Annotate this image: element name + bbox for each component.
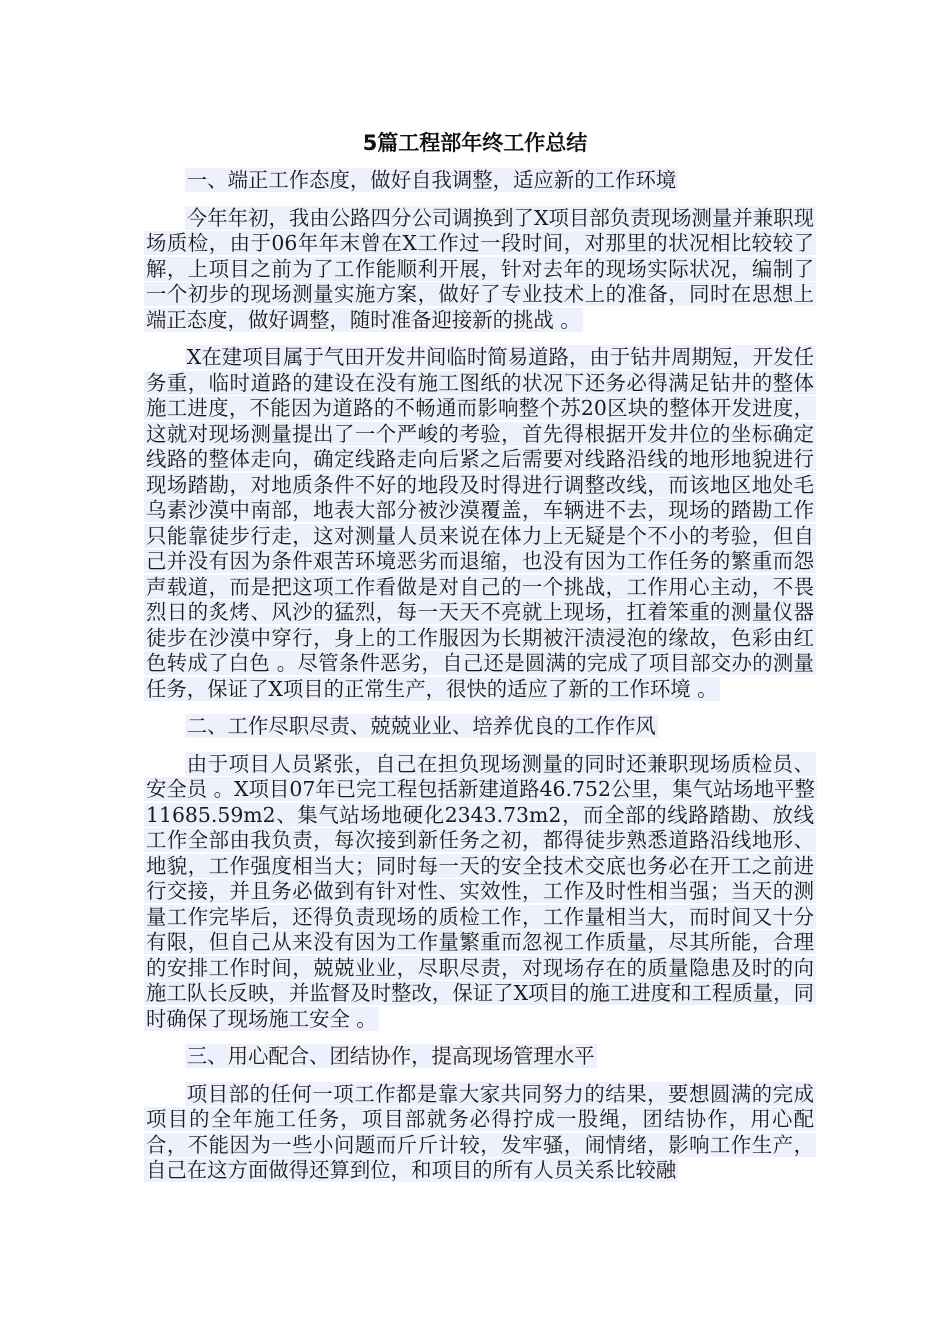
- section-2-paragraph-1: [144, 752, 816, 1033]
- section-1-paragraph-1-text: 今年年初，我由公路四分公司调换到了X项目部负责现场测量并兼职现场质检，由于06年年末曾在X工作过一段时间，对那里的状况相比较较了解，上项目之前为了工作能顺利开展，针对去年的现场实际状况，编制了一个初步的现场测量实施方案，做好了专业技术上的准备，同时在思想上端正态度，做好调整，随时准备迎接新的挑战 。: [146, 205, 814, 332]
- section-1-paragraph-2: [144, 345, 816, 702]
- document-title: 5篇工程部年终工作总结: [362, 131, 588, 155]
- section-2-heading: [144, 714, 816, 740]
- section-3-heading-text: 三、用心配合、团结协作，提高现场管理水平: [186, 1044, 595, 1068]
- section-2-heading-text: 二、工作尽职尽责、兢兢业业、培养优良的工作作风: [186, 714, 656, 738]
- section-3-paragraph-1-text: 项目部的任何一项工作都是靠大家共同努力的结果，要想圆满的完成项目的全年施工任务，项目部就务必得拧成一股绳，团结协作，用心配合，不能因为一些小问题而斤斤计较，发牢骚，闹情绪，影响工作生产，自己在这方面做得还算到位，和项目的所有人员关系比较融: [146, 1081, 814, 1182]
- section-3-paragraph-1: [144, 1082, 816, 1184]
- section-1-heading: [144, 168, 816, 194]
- section-1-paragraph-1: [144, 206, 816, 334]
- section-3-heading: [144, 1044, 816, 1070]
- section-2-paragraph-1-text: 由于项目人员紧张，自己在担负现场测量的同时还兼职现场质检员、安全员 。X项目07年已完工程包括新建道路46.752公里，集气站场地平整11685.59m2、集气站场地硬化2343.73m2，而全部的线路踏勘、放线工作全部由我负责，每次接到新任务之初，都得徒步熟悉道路沿线地形、地貌，工作强度相当大；同时每一天的安全技术交底也务必在开工之前进行交接，并且务必做到有针对性、实效性，工作及时性相当强；当天的测量工作完毕后，还得负责现场的质检工作，工作量相当大，而时间又十分有限，但自己从来没有因为工作量繁重而忽视工作质量，尽其所能，合理的安排工作时间，兢兢业业，尽职尽责，对现场存在的质量隐患及时的向施工队长反映，并监督及时整改，保证了X项目的施工进度和工程质量，同时确保了现场施工安全 。: [146, 751, 815, 1031]
- section-1-heading-text: 一、端正工作态度，做好自我调整，适应新的工作环境: [186, 168, 677, 192]
- section-1-paragraph-2-text: X在建项目属于气田开发井间临时简易道路，由于钻井周期短，开发任务重，临时道路的建设在没有施工图纸的状况下还务必得满足钻井的整体施工进度，不能因为道路的不畅通而影响整个苏20区块的整体开发进度，这就对现场测量提出了一个严峻的考验，首先得根据开发井位的坐标确定线路的整体走向，确定线路走向后紧之后需要对线路沿线的地形地貌进行现场踏勘，对地质条件不好的地段及时得进行调整改线，而该地区地处毛乌素沙漠中南部，地表大部分被沙漠覆盖，车辆进不去，现场的踏勘工作只能靠徒步行走，这对测量人员来说在体力上无疑是个不小的考验，但自己并没有因为条件艰苦环境恶劣而退缩，也没有因为工作任务的繁重而怨声载道，而是把这项工作看做是对自己的一个挑战，工作用心主动，不畏烈日的炙烤、风沙的猛烈，每一天天不亮就上现场，扛着笨重的测量仪器徒步在沙漠中穿行，身上的工作服因为长期被汗渍浸泡的缘故，色彩由红色转成了白色 。尽管条件恶劣，自己还是圆满的完成了项目部交办的测量任务，保证了X项目的正常生产，很快的适应了新的工作环境 。: [146, 345, 814, 701]
- document-body: [144, 168, 816, 1196]
